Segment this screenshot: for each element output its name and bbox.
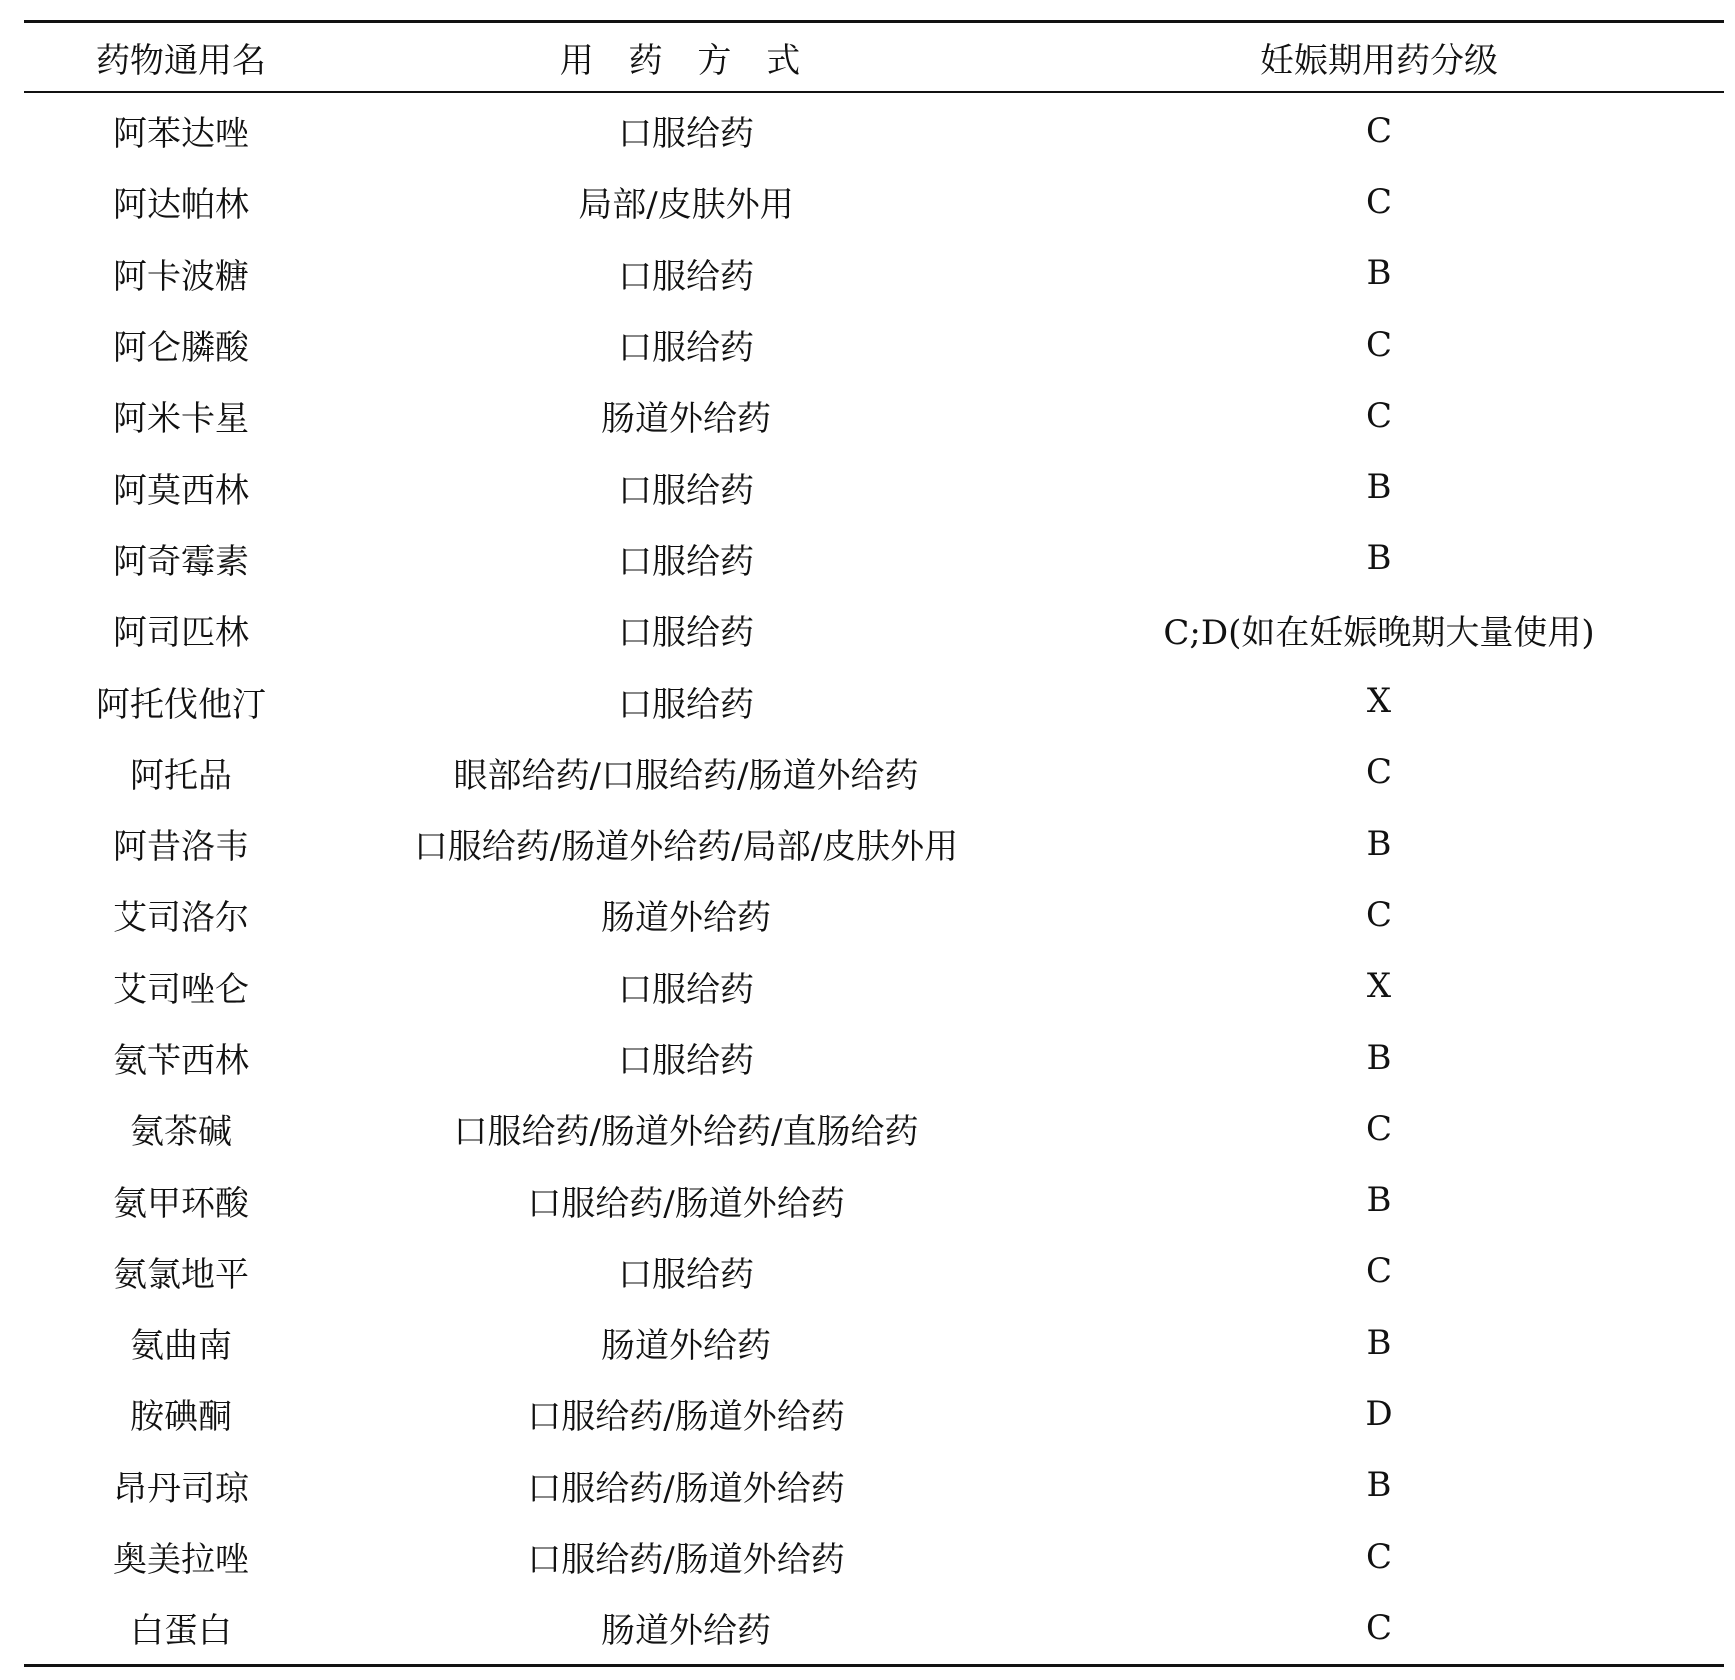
cell-drug-name: 阿托伐他汀 <box>96 684 266 725</box>
table-row <box>24 451 1724 522</box>
table-row <box>24 523 1724 594</box>
table-row <box>24 238 1724 309</box>
cell-administration: 肠道外给药 <box>601 898 771 939</box>
table-row <box>24 1592 1724 1665</box>
cell-administration: 口服给药 <box>618 470 754 511</box>
table-row <box>24 665 1724 736</box>
cell-pregnancy-category: B <box>1366 1322 1392 1363</box>
cell-administration: 口服给药/肠道外给药 <box>527 1397 845 1438</box>
cell-drug-name: 昂丹司琼 <box>113 1468 249 1509</box>
cell-pregnancy-category: B <box>1366 1465 1392 1506</box>
cell-pregnancy-category: C <box>1365 110 1392 151</box>
table-header <box>24 22 1724 93</box>
cell-drug-name: 胺碘酮 <box>130 1397 232 1438</box>
cell-drug-name: 阿莫西林 <box>113 470 249 511</box>
header-row <box>24 22 1724 93</box>
cell-pregnancy-category: C <box>1365 1536 1392 1577</box>
table-row <box>24 1093 1724 1164</box>
cell-pregnancy-category: B <box>1366 538 1392 579</box>
drug-pregnancy-table <box>24 20 1724 1667</box>
cell-drug-name: 氨茶碱 <box>130 1112 232 1153</box>
drug-pregnancy-table-container <box>24 20 1724 1667</box>
cell-administration: 局部/皮肤外用 <box>578 185 794 226</box>
cell-drug-name: 氨苄西林 <box>113 1041 249 1081</box>
cell-drug-name: 阿米卡星 <box>113 399 249 440</box>
cell-pregnancy-category: C <box>1365 324 1392 365</box>
cell-drug-name: 阿托品 <box>130 755 232 796</box>
table-row <box>24 1307 1724 1378</box>
cell-administration: 肠道外给药 <box>601 1326 771 1367</box>
cell-pregnancy-category: C <box>1365 395 1392 436</box>
cell-administration: 口服给药 <box>618 1041 754 1081</box>
cell-pregnancy-category: C <box>1365 1251 1392 1292</box>
cell-administration: 口服给药/肠道外给药 <box>527 1468 845 1509</box>
cell-drug-name: 阿昔洛韦 <box>113 827 249 868</box>
cell-pregnancy-category: D <box>1365 1393 1393 1434</box>
cell-drug-name: 氨氯地平 <box>113 1254 249 1295</box>
table-row <box>24 1521 1724 1592</box>
header-drug-name: 药物通用名 <box>96 40 266 81</box>
table-row <box>24 92 1724 166</box>
cell-drug-name: 艾司唑仑 <box>113 969 249 1010</box>
cell-administration: 口服给药/肠道外给药 <box>527 1540 845 1581</box>
cell-pregnancy-category: X <box>1366 966 1392 1007</box>
cell-drug-name: 氨曲南 <box>130 1326 232 1367</box>
cell-administration: 口服给药 <box>618 114 754 155</box>
table-body <box>24 92 1724 1665</box>
cell-pregnancy-category: C <box>1365 1607 1392 1648</box>
header-administration: 用 药 方 式 <box>559 40 813 81</box>
cell-administration: 口服给药 <box>618 328 754 369</box>
cell-administration: 口服给药 <box>618 684 754 725</box>
cell-administration: 口服给药 <box>618 256 754 297</box>
cell-drug-name: 氨甲环酸 <box>113 1183 249 1224</box>
table-row <box>24 1450 1724 1521</box>
cell-drug-name: 奥美拉唑 <box>113 1540 249 1581</box>
cell-drug-name: 阿司匹林 <box>113 613 249 654</box>
header-pregnancy-category: 妊娠期用药分级 <box>1260 40 1498 81</box>
table-row <box>24 951 1724 1022</box>
cell-pregnancy-category: C <box>1365 1108 1392 1149</box>
cell-drug-name: 阿奇霉素 <box>113 541 249 582</box>
cell-administration: 肠道外给药 <box>601 1611 771 1652</box>
cell-administration: 肠道外给药 <box>601 399 771 440</box>
table-row <box>24 1022 1724 1093</box>
cell-pregnancy-category: B <box>1366 1180 1392 1221</box>
cell-administration: 口服给药 <box>618 541 754 582</box>
cell-pregnancy-category: B <box>1366 253 1392 294</box>
cell-pregnancy-category: X <box>1366 681 1392 722</box>
cell-administration: 眼部给药/口服给药/肠道外给药 <box>453 755 919 796</box>
cell-administration: 口服给药 <box>618 969 754 1010</box>
cell-administration: 口服给药 <box>618 613 754 654</box>
cell-administration: 口服给药/肠道外给药/局部/皮肤外用 <box>413 827 959 868</box>
cell-drug-name: 阿苯达唑 <box>113 114 249 155</box>
cell-pregnancy-category: C <box>1365 181 1392 222</box>
table-row <box>24 309 1724 380</box>
table-row <box>24 808 1724 879</box>
table-row <box>24 166 1724 237</box>
cell-pregnancy-category: C;D(如在妊娠晚期大量使用) <box>1163 613 1595 654</box>
cell-administration: 口服给药 <box>618 1254 754 1295</box>
cell-pregnancy-category: B <box>1366 1037 1392 1078</box>
cell-pregnancy-category: C <box>1365 894 1392 935</box>
table-row <box>24 1164 1724 1235</box>
table-row <box>24 380 1724 451</box>
cell-drug-name: 艾司洛尔 <box>113 898 249 939</box>
cell-administration: 口服给药/肠道外给药 <box>527 1183 845 1224</box>
cell-drug-name: 阿卡波糖 <box>113 256 249 297</box>
cell-administration: 口服给药/肠道外给药/直肠给药 <box>453 1112 919 1153</box>
table-row <box>24 594 1724 665</box>
table-row <box>24 737 1724 808</box>
table-row <box>24 1236 1724 1307</box>
cell-drug-name: 阿仑膦酸 <box>113 328 249 369</box>
cell-pregnancy-category: C <box>1365 752 1392 793</box>
table-row <box>24 879 1724 950</box>
cell-pregnancy-category: B <box>1366 823 1392 864</box>
cell-pregnancy-category: B <box>1366 467 1392 508</box>
table-row <box>24 1378 1724 1449</box>
cell-drug-name: 阿达帕林 <box>113 185 249 226</box>
cell-drug-name: 白蛋白 <box>130 1611 232 1652</box>
